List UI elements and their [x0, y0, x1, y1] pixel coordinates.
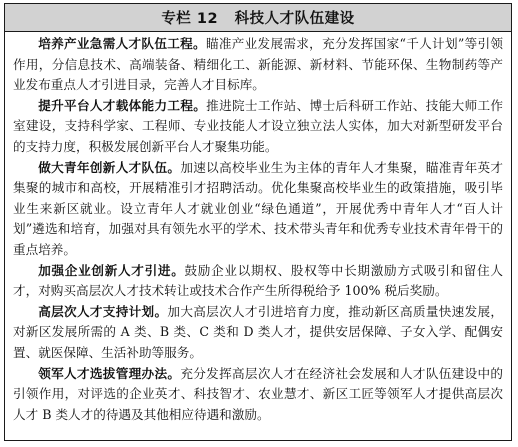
column-content — [5, 32, 511, 425]
paragraph-platform-project — [13, 96, 503, 158]
paragraph-lead: 提升平台人才载体能力工程。 — [38, 97, 207, 113]
paragraph-text: 加速以高校毕业生为主体的青年人才集聚，瞄准青年英才集聚的城市和高校，开展精准引才招聘活动。优化集聚高校毕业生的政策措施，吸引毕业生来新区就业。设立青年人才就业创业“绿色通道”，开展优秀中青年人才“百人计划”遴选和培育，加强对具有领先水平的学术、技术带头青年和优秀专业技术青年骨干的重点培养。 — [13, 159, 504, 257]
paragraph-lead: 加强企业创新人才引进。 — [38, 262, 185, 278]
paragraph-lead: 高层次人才支持计划。 — [38, 303, 168, 319]
paragraph-lead: 领军人才选拔管理办法。 — [38, 365, 181, 381]
paragraph-lead: 做大青年创新人才队伍。 — [38, 159, 181, 175]
paragraph-youth-talent — [13, 158, 503, 261]
paragraph-text: 充分发挥高层次人才在经济社会发展和人才队伍建设中的引领作用，对评选的企业英才、科技智才、农业慧才、新区工匠等领军人才提供高层次人才 B 类人才的待遇及其他相应待遇和激励。 — [13, 365, 504, 422]
paragraph-text: 鼓励企业以期权、股权等中长期激励方式吸引和留住人才，对购买高层次人才技术转让或技术合作产生所得税给予 100% 税后奖励。 — [13, 262, 504, 299]
paragraph-text: 加大高层次人才引进培育力度，推动新区高质量快速发展，对新区发展所需的 A 类、B 类、C 类和 D 类人才，提供安居保障、子女入学、配偶安置、就医保障、生活补助等服务。 — [13, 303, 504, 360]
paragraph-high-level-support — [13, 302, 503, 364]
paragraph-text: 瞄准产业发展需求，充分发挥国家“千人计划”等引领作用，分信息技术、高端装备、精细化工、新能源、新材料、节能环保、生物制药等产业发布重点人才引进目录，完善人才目标库。 — [13, 36, 503, 93]
paragraph-text: 推进院士工作站、博士后科研工作站、技能大师工作室建设，支持科学家、工程师、专业技能人才设立独立法人实体，加大对新型研发平台的支持力度，积极发展创新平台人才聚集功能。 — [13, 97, 504, 154]
paragraph-leader-selection — [13, 364, 503, 426]
column-box — [4, 3, 512, 441]
paragraph-enterprise-talent — [13, 261, 503, 302]
paragraph-talent-team-project — [13, 34, 503, 96]
column-title: 专栏 12 科技人才队伍建设 — [161, 11, 355, 27]
title-bar — [5, 4, 511, 32]
paragraph-lead: 培养产业急需人才队伍工程。 — [38, 36, 206, 51]
